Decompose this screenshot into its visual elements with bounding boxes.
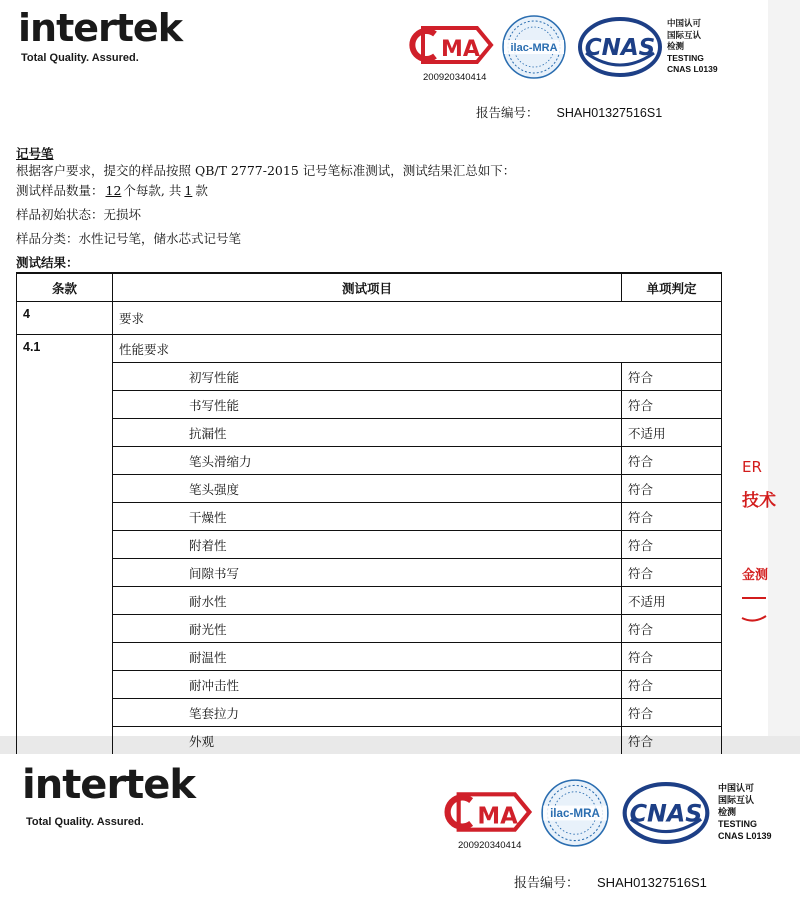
svg-text:CNAS: CNAS [629,799,703,828]
verdict-cell: 符合 [622,727,722,755]
table-header-row [17,273,722,302]
item-cell: 外观 [113,727,622,755]
verdict-cell: 不适用 [622,587,722,615]
item-cell: 抗漏性 [113,419,622,447]
cnas-mark-icon [578,17,662,77]
product-heading: 记号笔 [16,146,54,161]
report-number-value: SHAH01327516S1 [556,106,663,120]
verdict-cell: 符合 [622,671,722,699]
svg-text:ilac-MRA: ilac-MRA [550,807,600,821]
verdict-cell: 符合 [622,643,722,671]
svg-text:MA: MA [441,37,480,62]
verdict-cell: 符合 [622,447,722,475]
table-row [17,643,722,671]
table-row [17,727,722,755]
logo-tagline: Total Quality. Assured. [26,816,144,828]
table-row [17,363,722,391]
results-table [16,272,722,755]
report-number-line [514,872,707,891]
cnas-mark-icon [622,782,710,844]
item-cell: 干燥性 [113,503,622,531]
item-cell: 笔头滑缩力 [113,447,622,475]
table-row [17,335,722,363]
stamp-arc-icon [740,590,768,630]
verdict-cell: 符合 [622,391,722,419]
intertek-logo: intertek [18,6,182,50]
item-cell: 笔头强度 [113,475,622,503]
table-row [17,671,722,699]
report-page-2 [0,754,800,906]
table-row [17,302,722,335]
verdict-cell: 符合 [622,699,722,727]
svg-text:ilac-MRA: ilac-MRA [510,42,558,54]
header-verdict: 单项判定 [622,273,722,302]
verdict-cell: 符合 [622,503,722,531]
report-number-label: 报告编号： [476,105,539,120]
table-row [17,475,722,503]
stamp-fragment: 金测 [742,568,769,583]
report-number-label: 报告编号： [514,876,580,891]
table-row [17,559,722,587]
cma-number: 200920340414 [458,840,522,851]
logo-tagline: Total Quality. Assured. [21,52,139,64]
cnas-side-text: 中国认可 国际互认 检测 TESTING CNAS L0139 [667,18,718,74]
table-row [17,447,722,475]
item-cell: 耐温性 [113,643,622,671]
verdict-cell: 符合 [622,559,722,587]
intertek-logo: intertek [22,762,196,808]
verdict-cell: 符合 [622,531,722,559]
ilac-mra-icon [501,14,567,80]
side-strip [768,0,800,736]
table-row [17,615,722,643]
svg-text:CNAS: CNAS [584,35,656,61]
table-row [17,531,722,559]
cnas-side-text: 中国认可 国际互认 检测 TESTING CNAS L0139 [718,783,772,841]
report-number-line [476,103,662,121]
results-heading: 测试结果： [16,255,79,270]
clause-cell: 4 [17,302,113,335]
item-cell: 间隙书写 [113,559,622,587]
intro-text: 根据客户要求，提交的样品按照 QB/T 2777-2015 记号笔标准测试，测试结果汇总如下： [16,163,516,178]
cma-number: 200920340414 [423,72,487,83]
verdict-cell: 符合 [622,363,722,391]
header-clause: 条款 [17,273,113,302]
table-row [17,587,722,615]
clause-cell: 4.1 [17,335,113,755]
item-cell: 附着性 [113,531,622,559]
ilac-mra-icon [540,778,610,848]
section-cell: 性能要求 [113,335,722,363]
item-cell: 书写性能 [113,391,622,419]
item-cell: 耐光性 [113,615,622,643]
header-test-item: 测试项目 [113,273,622,302]
stamp-fragment: 技术 [742,491,776,511]
verdict-cell: 符合 [622,615,722,643]
item-cell: 初写性能 [113,363,622,391]
item-cell: 笔套拉力 [113,699,622,727]
initial-state: 样品初始状态：无损坏 [16,207,142,222]
svg-text:MA: MA [477,803,518,830]
sample-quantity: 测试样品数量： 12 个每款, 共 1 款 [16,183,208,198]
verdict-cell: 符合 [622,475,722,503]
item-cell: 耐冲击性 [113,671,622,699]
table-row [17,391,722,419]
cma-mark-icon [452,786,534,838]
table-row [17,419,722,447]
table-row [17,503,722,531]
sample-category: 样品分类：水性记号笔，储水芯式记号笔 [16,231,242,246]
stamp-fragment: ER [742,458,762,476]
item-cell: 耐水性 [113,587,622,615]
section-cell: 要求 [113,302,722,335]
verdict-cell: 不适用 [622,419,722,447]
cma-mark-icon [417,20,495,70]
table-row [17,699,722,727]
report-number-value: SHAH01327516S1 [597,875,707,890]
